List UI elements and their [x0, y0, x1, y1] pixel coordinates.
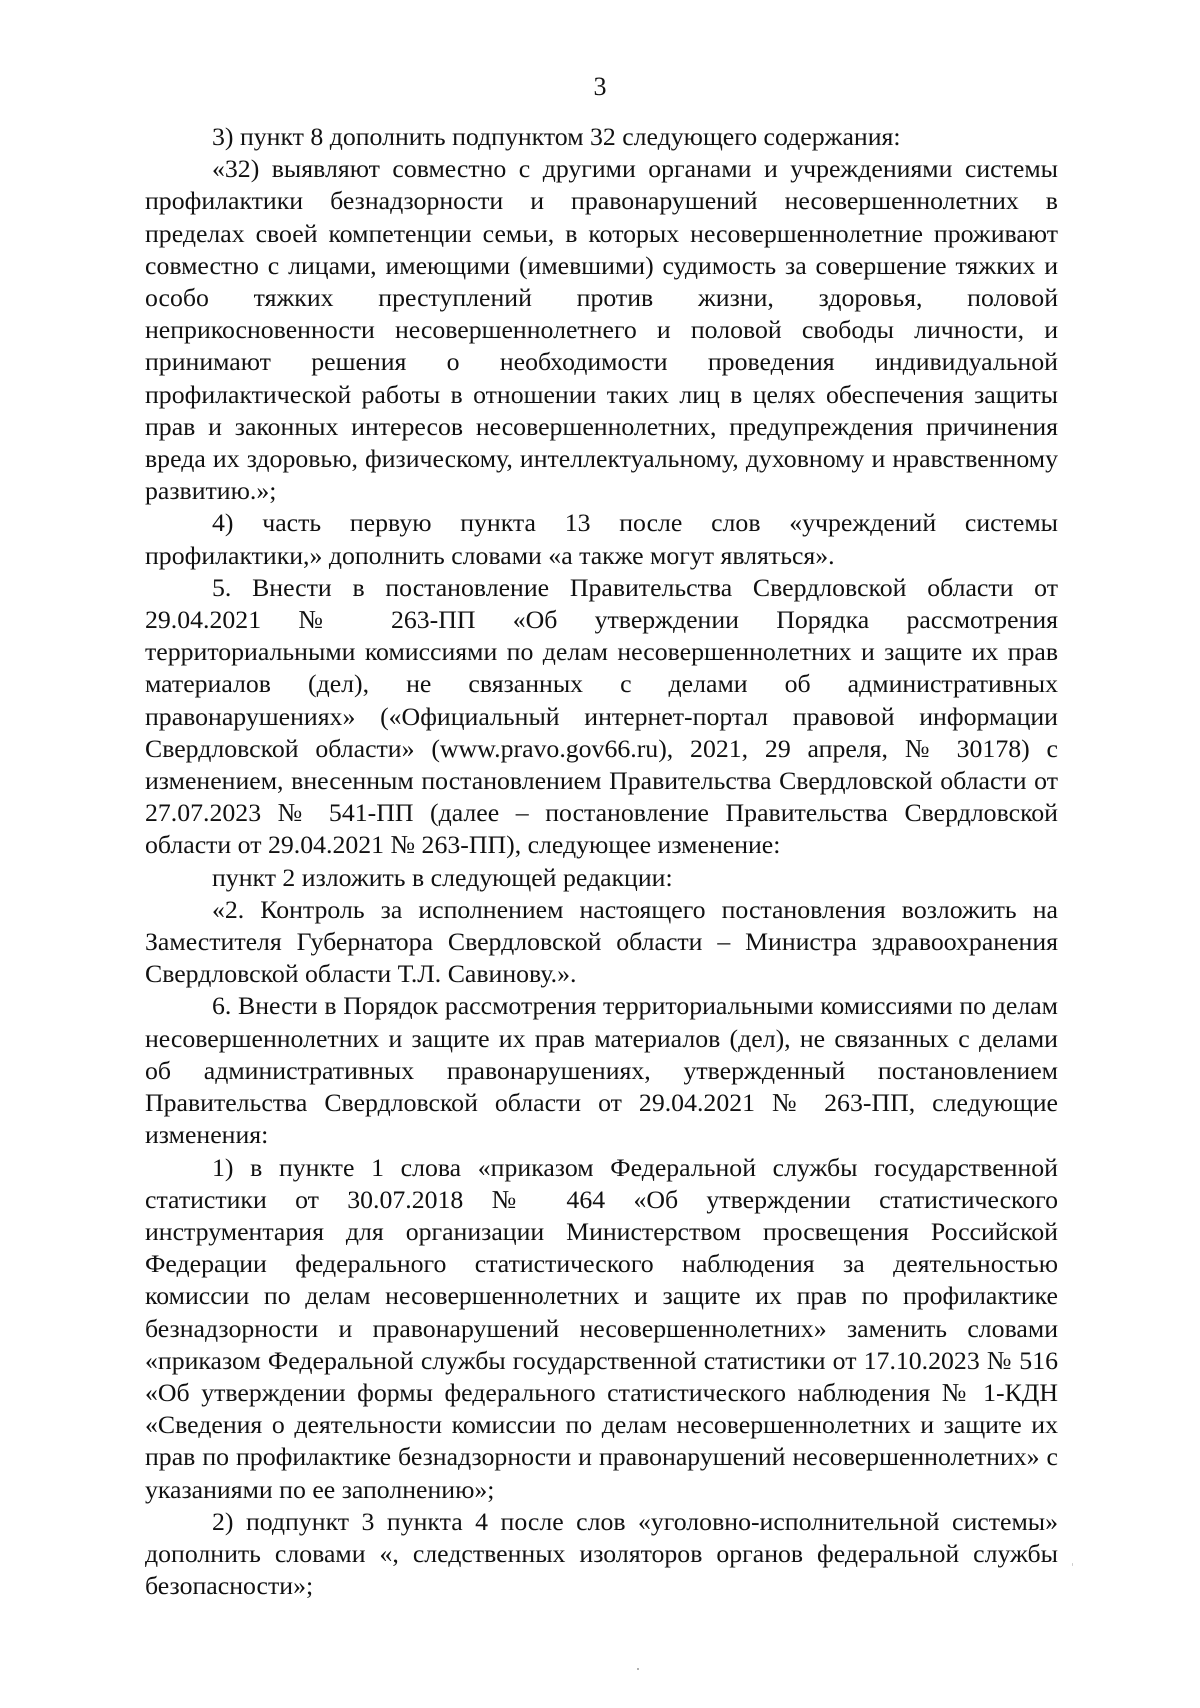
page-number: 3: [593, 72, 607, 101]
paragraph-section-5: 5. Внести в постановление Правительства Свердловской области от 29.04.2021 № 263-ПП «Об утверждении Порядка рассмотрения территориальными комиссиями по делам несовершеннолетних и защите их прав материалов (дел), не связанных с делами об административных правонарушениях» («Официальный интернет-портал правовой информации Свердловской области» (www.pravo.gov66.ru), 2021, 29 апреля, № 30178) с изменением, внесенным постановлением Правительства Свердловской области от 27.07.2023 № 541-ПП (далее – постановление Правительства Свердловской области от 29.04.2021 № 263-ПП), следующее изменение:: [145, 572, 1058, 860]
paragraph-point-2-text: «2. Контроль за исполнением настоящего постановления возложить на Заместителя Губернатора Свердловской области – Министра здравоохранения Свердловской области Т.Л. Савинову.».: [145, 894, 1058, 989]
document-body: [145, 121, 1058, 1602]
paragraph-subitem-32: «32) выявляют совместно с другими органами и учреждениями системы профилактики безнадзорности и правонарушений несовершеннолетних в пределах своей компетенции семьи, в которых несовершеннолетние проживают совместно с лицами, имеющими (имевшими) судимость за совершение тяжких и особо тяжких преступлений против жизни, здоровья, половой неприкосновенности несовершеннолетнего и половой свободы личности, и принимают решения о необходимости проведения индивидуальной профилактической работы в отношении таких лиц в целях обеспечения защиты прав и законных интересов несовершеннолетних, предупреждения причинения вреда их здоровью, физическому, интеллектуальному, духовному и нравственному развитию.»;: [145, 154, 1058, 506]
paragraph-section-6-item-1: 1) в пункте 1 слова «приказом Федеральной службы государственной статистики от 30.07.2018 № 464 «Об утверждении статистического инструментария для организации Министерством просвещения Российской Федерации федерального статистического наблюдения за деятельностью комиссии по делам несовершеннолетних и защите их прав по профилактике безнадзорности и правонарушений несовершеннолетних» заменить словами «приказом Федеральной службы государственной статистики от 17.10.2023 № 516 «Об утверждении формы федерального статистического наблюдения № 1-КДН «Сведения о деятельности комиссии по делам несовершеннолетних и защите их прав по профилактике безнадзорности и правонарушений несовершеннолетних» с указаниями по ее заполнению»;: [145, 1152, 1058, 1504]
paragraph-point-2-intro: пункт 2 изложить в следующей редакции:: [212, 862, 673, 892]
paragraph-section-6-item-2: 2) подпункт 3 пункта 4 после слов «уголовно-исполнительной системы» дополнить словами «, следственных изоляторов органов федеральной службы безопасности»;: [145, 1506, 1058, 1601]
scan-speck: [637, 1668, 639, 1670]
scan-speck: [1072, 1563, 1073, 1566]
paragraph-item-3: 3) пункт 8 дополнить подпунктом 32 следующего содержания:: [212, 122, 901, 151]
paragraph-section-6: 6. Внести в Порядок рассмотрения территориальными комиссиями по делам несовершеннолетних и защите их прав материалов (дел), не связанных с делами об административных правонарушениях, утвержденный постановлением Правительства Свердловской области от 29.04.2021 № 263-ПП, следующие изменения:: [145, 991, 1058, 1150]
paragraph-item-4: 4) часть первую пункта 13 после слов «учреждений системы профилактики,» дополнить словами «а также могут являться».: [145, 508, 1058, 570]
